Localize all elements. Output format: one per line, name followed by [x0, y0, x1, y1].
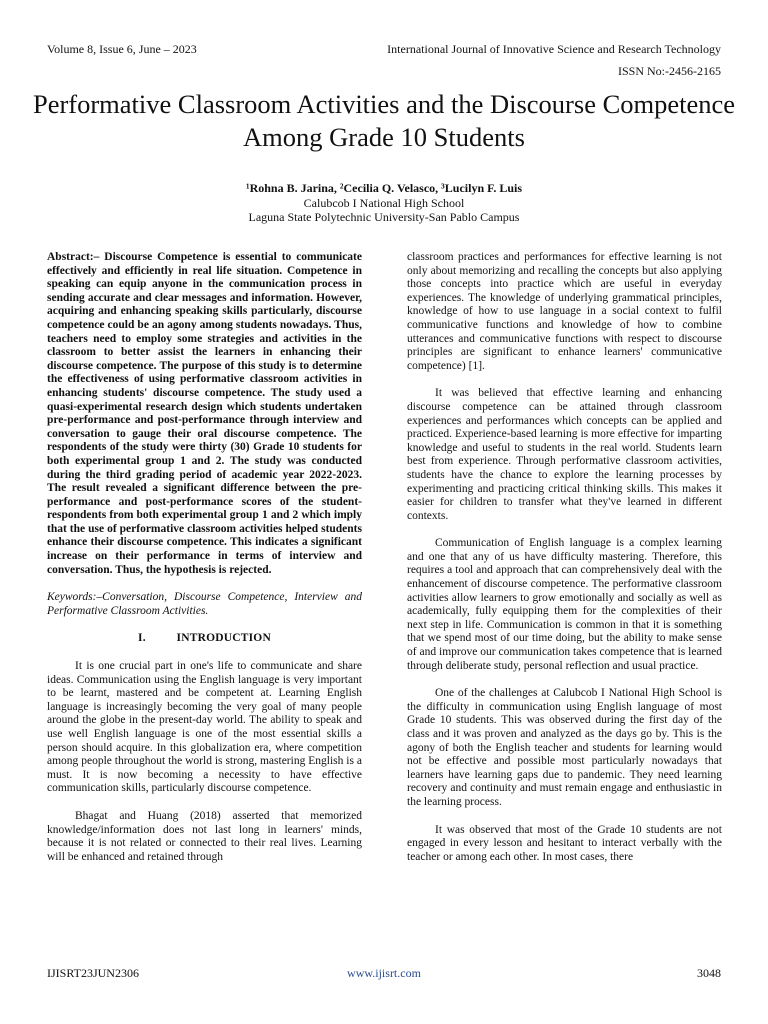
journal-name: International Journal of Innovative Science and Research Technology	[387, 42, 721, 56]
issn: ISSN No:-2456-2165	[617, 64, 721, 78]
page-number: 3048	[697, 966, 721, 980]
author-block	[30, 181, 738, 225]
body-paragraph: It was believed that effective learning and enhancing discourse competence can be attained through classroom experiences and performances which concepts can be applied and practiced. Experience-based learning is more effective for imparting knowledge and useful to students in the real world. Students learn best from experience. Through performative classroom activities, students have the chance to explore the learning processes by experimenting and practicing critical thinking skills. This makes it easier for children to transfer what they've learned in different contexts.	[407, 387, 722, 522]
volume-info: Volume 8, Issue 6, June – 2023	[47, 42, 197, 56]
body-paragraph: classroom practices and performances for effective learning is not only about memorizing and recalling the concepts but also applying those concepts into practice which are useful in everyday experiences. The knowledge of underlying grammatical principles, knowledge of how to use language in a social context to fulfil communicative functions and knowledge of how to combine utterances and communicative functions with respect to discourse principles are significant to enhance learners' communicative competence) [1].	[407, 251, 722, 372]
body-paragraph: It was observed that most of the Grade 10 students are not engaged in every lesson and hesitant to interact verbally with the teacher or among each other. In most cases, there	[407, 823, 722, 863]
left-column	[47, 251, 362, 878]
intro-paragraph: It is one crucial part in one's life to communicate and share ideas. Communication using the English language is very important to be learnt, mastered and be competent at. Learning English language is increasingly becoming the very goal of many people around the globe in the present-day world. The ability to speak and use well English language is one of the most essential skills a person should acquire. In this globalization era, where competition among people throughout the world is strong, mastering English is a must. It is now becoming a necessity to have effective communication skills, particularly discourse competence.	[47, 660, 362, 795]
paper-title: Performative Classroom Activities and the Discourse Competence Among Grade 10 Students	[32, 89, 736, 152]
intro-paragraph: Bhagat and Huang (2018) asserted that memorized knowledge/information does not last long in learners' minds, because it is not related or connected to their real lives. Learning will be enhanced and retained through	[47, 809, 362, 863]
section-heading-introduction: I. INTRODUCTION	[138, 632, 271, 645]
body-paragraph: One of the challenges at Calubcob I National High School is the difficulty in communication using English language of most Grade 10 students. This was observed during the first day of the class and it was proven and analyzed as the days go by. This is the agony of both the English teacher and students for learning would not be effective and possible most particularly nowadays that learners have learning gaps due to pandemic. They need learning recovery and continuity and must remain engage and enthusiastic in the learning process.	[407, 687, 722, 808]
journal-website-link[interactable]: www.ijisrt.com	[347, 966, 421, 980]
author-names: ¹Rohna B. Jarina, ²Cecilia Q. Velasco, ³Lucilyn F. Luis	[245, 181, 523, 195]
body-paragraph: Communication of English language is a complex learning and one that any of us have difficulty mastering. Therefore, this requires a tool and approach that can comprehensively deal with the enhancement of discourse competence. The performative classroom activities allow learners to grow emotionally and socially as well as academically, fully equipping them for the complexities of their next step in life. Communication is common in that it is something that we spend most of our time doing, but the ability to make sense of and improve our communication takes competence that is learned through deliberate study, personal reflection and usual practice.	[407, 537, 722, 672]
abstract: Abstract:– Discourse Competence is essential to communicate effectively and efficiently in real life situation. Competence in speaking can equip anyone in the communication process in sending accurate and clear messages and information. However, acquiring and enhancing speaking skills particularly, discourse competence could be an agony among students nowadays. Thus, teachers need to employ some strategies and activities in the classroom to better assist the learners in enhancing their discourse competence. The purpose of this study is to determine the effectiveness of using performative classroom activities in enhancing students' discourse competence. The study used a quasi-experimental research design which students undertaken pre-performance and post-performance through interview and conversation to gauge their oral discourse competence. The respondents of the study were thirty (30) Grade 10 students for both experimental group 1 and 2. The study was conducted during the third grading period of academic year 2022-2023. The result revealed a significant difference between the pre-performance and post-performance scores of the student- respondents from both experimental group 1 and 2 which imply that the use of performative classroom activities helped students enhance their discourse competence. This indicates a significant increase on their performance in terms of interview and conversation. Thus, the hypothesis is rejected.	[47, 251, 362, 576]
right-column	[407, 251, 722, 878]
affiliation-2: Laguna State Polytechnic University-San Pablo Campus	[248, 210, 520, 224]
keywords: Keywords:–Conversation, Discourse Competence, Interview and Performative Classroom Activities.	[47, 591, 362, 617]
paper-id: IJISRT23JUN2306	[47, 966, 139, 980]
affiliation-1: Calubcob I National High School	[303, 195, 465, 210]
